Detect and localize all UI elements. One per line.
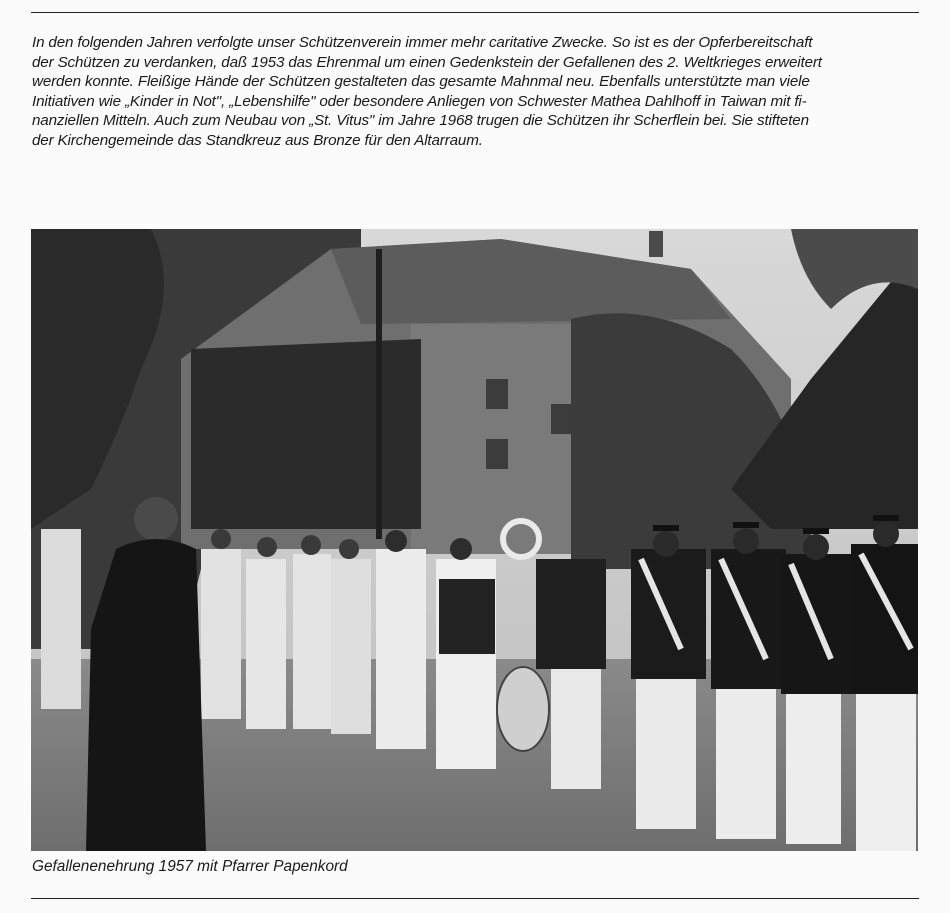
historic-photo <box>31 229 918 851</box>
article-line: werden konnte. Fleißige Hände der Schützen gestalteten das gesamte Mahnmal neu. Ebenfalls unterstützte man viele <box>32 73 810 91</box>
chimney <box>649 231 663 257</box>
article-line: Initiativen wie „Kinder in Not", „Lebenshilfe" oder besondere Anliegen von Schwester Mathea Dahlhoff in Taiwan mit fi- <box>32 92 807 110</box>
photo-caption: Gefallenenehrung 1957 mit Pfarrer Papenkord <box>32 858 348 875</box>
bottom-rule <box>31 898 919 899</box>
article-paragraph <box>32 33 920 151</box>
window <box>551 404 573 434</box>
photo-illustration <box>31 229 918 851</box>
article-line: nanziellen Mitteln. Auch zum Neubau von „St. Vitus" im Jahre 1968 trugen die Schützen ihr Scherflein bei. Sie stifteten <box>32 112 809 130</box>
article-line: In den folgenden Jahren verfolgte unser Schützenverein immer mehr caritative Zwecke. So ist es der Opferbereitschaft <box>32 34 813 51</box>
window <box>486 439 508 469</box>
window <box>486 379 508 409</box>
article-line: der Kirchengemeinde das Standkreuz aus Bronze für den Altarraum. <box>32 131 483 149</box>
wooden-post <box>376 249 382 539</box>
top-rule <box>31 12 919 13</box>
dark-overhang <box>191 339 421 529</box>
article-line: der Schützen zu verdanken, daß 1953 das Ehrenmal um einen Gedenkstein der Gefallenen des 2. Weltkrieges erweitert <box>32 53 822 71</box>
